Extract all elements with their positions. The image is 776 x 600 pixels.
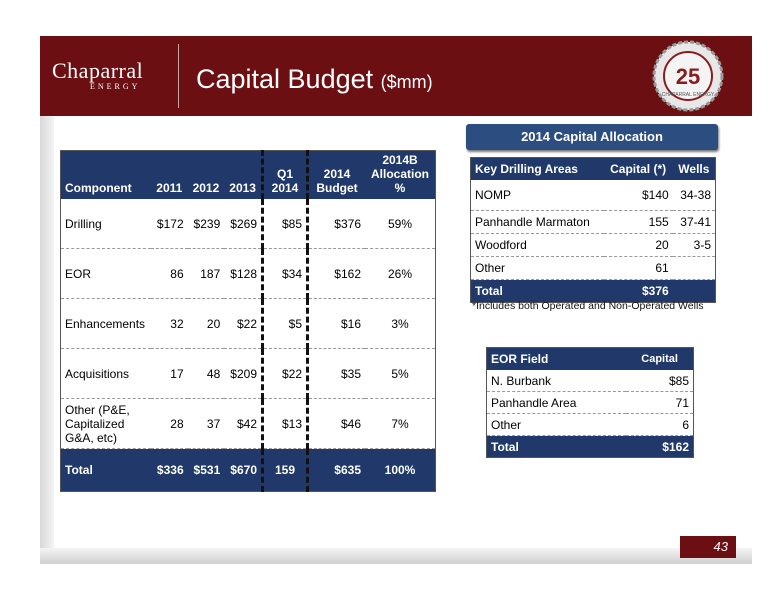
table-row xyxy=(487,414,694,436)
total-row xyxy=(487,436,694,458)
anniversary-seal-icon xyxy=(650,38,726,114)
table-cell: Other xyxy=(471,257,604,280)
table-cell: 32 xyxy=(151,299,188,349)
table-cell: 86 xyxy=(151,249,188,299)
allocation-footnote: *Includes both Operated and Non-Operated Wells xyxy=(472,300,704,312)
budget-col-header: 2011 xyxy=(151,151,188,200)
table-cell: $269 xyxy=(224,199,262,249)
table-cell: 26% xyxy=(365,249,436,299)
table-cell: Panhandle Marmaton xyxy=(471,211,604,234)
table-row xyxy=(471,180,716,211)
table-row xyxy=(61,299,436,349)
bottom-shade xyxy=(40,548,752,564)
table-cell: $140 xyxy=(604,180,673,211)
table-cell: Drilling xyxy=(61,199,152,249)
table-row xyxy=(61,399,436,449)
table-cell: $5 xyxy=(263,299,308,349)
table-row xyxy=(61,249,436,299)
company-logo xyxy=(52,58,143,91)
table-cell: 155 xyxy=(604,211,673,234)
table-cell: 100% xyxy=(365,449,436,492)
table-cell: Other (P&E, Capitalized G&A, etc) xyxy=(61,399,152,449)
table-cell: $42 xyxy=(224,399,262,449)
allocation-banner: 2014 Capital Allocation xyxy=(466,124,718,150)
table-cell: $162 xyxy=(626,436,693,458)
total-row xyxy=(61,449,436,492)
table-cell: Panhandle Area xyxy=(487,392,627,414)
table-cell: N. Burbank xyxy=(487,370,627,392)
table-cell: 7% xyxy=(365,399,436,449)
table-cell: $85 xyxy=(626,370,693,392)
table-cell: $531 xyxy=(188,449,225,492)
seal-number: 25 xyxy=(675,64,701,89)
drill-header-row xyxy=(471,158,716,181)
budget-col-header: 2014 Budget xyxy=(308,151,366,200)
table-cell: $22 xyxy=(263,349,308,399)
side-shade xyxy=(40,100,54,564)
table-cell: 28 xyxy=(151,399,188,449)
table-cell: Enhancements xyxy=(61,299,152,349)
table-cell: 20 xyxy=(604,234,673,257)
table-cell: 5% xyxy=(365,349,436,399)
table-cell: 159 xyxy=(263,449,308,492)
eor-col-header: Capital xyxy=(626,348,693,371)
logo-subtext: ENERGY xyxy=(90,82,141,91)
drill-col-header: Key Drilling Areas xyxy=(471,158,604,181)
budget-col-header: Q1 2014 xyxy=(263,151,308,200)
budget-col-header: 2013 xyxy=(224,151,262,200)
table-cell: $22 xyxy=(224,299,262,349)
table-cell: $128 xyxy=(224,249,262,299)
budget-col-header: 2012 xyxy=(188,151,225,200)
table-cell: $46 xyxy=(308,399,366,449)
table-cell: $35 xyxy=(308,349,366,399)
seal-text: CHAPARRAL ENERGY xyxy=(661,92,715,98)
drilling-areas-table xyxy=(470,157,716,303)
table-cell: 17 xyxy=(151,349,188,399)
table-cell: 3% xyxy=(365,299,436,349)
table-cell: 20 xyxy=(188,299,225,349)
table-cell: $376 xyxy=(308,199,366,249)
table-cell: $239 xyxy=(188,199,225,249)
table-cell: Total xyxy=(487,436,627,458)
table-cell: Total xyxy=(471,280,604,303)
table-cell: Total xyxy=(61,449,152,492)
table-cell: $209 xyxy=(224,349,262,399)
table-cell: $85 xyxy=(263,199,308,249)
capital-budget-table xyxy=(60,150,436,492)
title-text: Capital Budget xyxy=(196,64,374,94)
drill-col-header: Capital (*) xyxy=(604,158,673,181)
table-cell: 48 xyxy=(188,349,225,399)
table-cell: $670 xyxy=(224,449,262,492)
table-cell: 37-41 xyxy=(673,211,716,234)
table-cell: $162 xyxy=(308,249,366,299)
logo-wordmark: Chaparral xyxy=(52,58,144,83)
table-cell: Woodford xyxy=(471,234,604,257)
table-cell: 3-5 xyxy=(673,234,716,257)
table-cell: $16 xyxy=(308,299,366,349)
table-cell: 59% xyxy=(365,199,436,249)
table-cell: 6 xyxy=(626,414,693,436)
table-row xyxy=(487,370,694,392)
table-cell: 71 xyxy=(626,392,693,414)
table-cell: 187 xyxy=(188,249,225,299)
table-cell xyxy=(673,257,716,280)
table-cell: $172 xyxy=(151,199,188,249)
table-cell: $34 xyxy=(263,249,308,299)
table-cell: NOMP xyxy=(471,180,604,211)
table-row xyxy=(471,234,716,257)
page-number: 43 xyxy=(680,536,736,558)
budget-header-row xyxy=(61,151,436,200)
eor-col-header: EOR Field xyxy=(487,348,627,371)
page-title xyxy=(196,64,433,95)
table-cell: 34-38 xyxy=(673,180,716,211)
header-divider xyxy=(178,44,179,108)
table-row xyxy=(61,349,436,399)
table-row xyxy=(487,392,694,414)
eor-header-row xyxy=(487,348,694,371)
table-row xyxy=(471,257,716,280)
table-cell: 61 xyxy=(604,257,673,280)
title-unit: ($mm) xyxy=(380,72,433,92)
budget-col-header: Component xyxy=(61,151,152,200)
budget-col-header: 2014B Allocation % xyxy=(365,151,436,200)
eor-field-table xyxy=(486,347,694,458)
table-cell: $635 xyxy=(308,449,366,492)
table-row xyxy=(61,199,436,249)
table-cell: $13 xyxy=(263,399,308,449)
drill-col-header: Wells xyxy=(673,158,716,181)
table-cell: EOR xyxy=(61,249,152,299)
table-cell: Other xyxy=(487,414,627,436)
table-cell: $376 xyxy=(604,280,673,303)
table-row xyxy=(471,211,716,234)
table-cell: 37 xyxy=(188,399,225,449)
table-cell: Acquisitions xyxy=(61,349,152,399)
table-cell: $336 xyxy=(151,449,188,492)
